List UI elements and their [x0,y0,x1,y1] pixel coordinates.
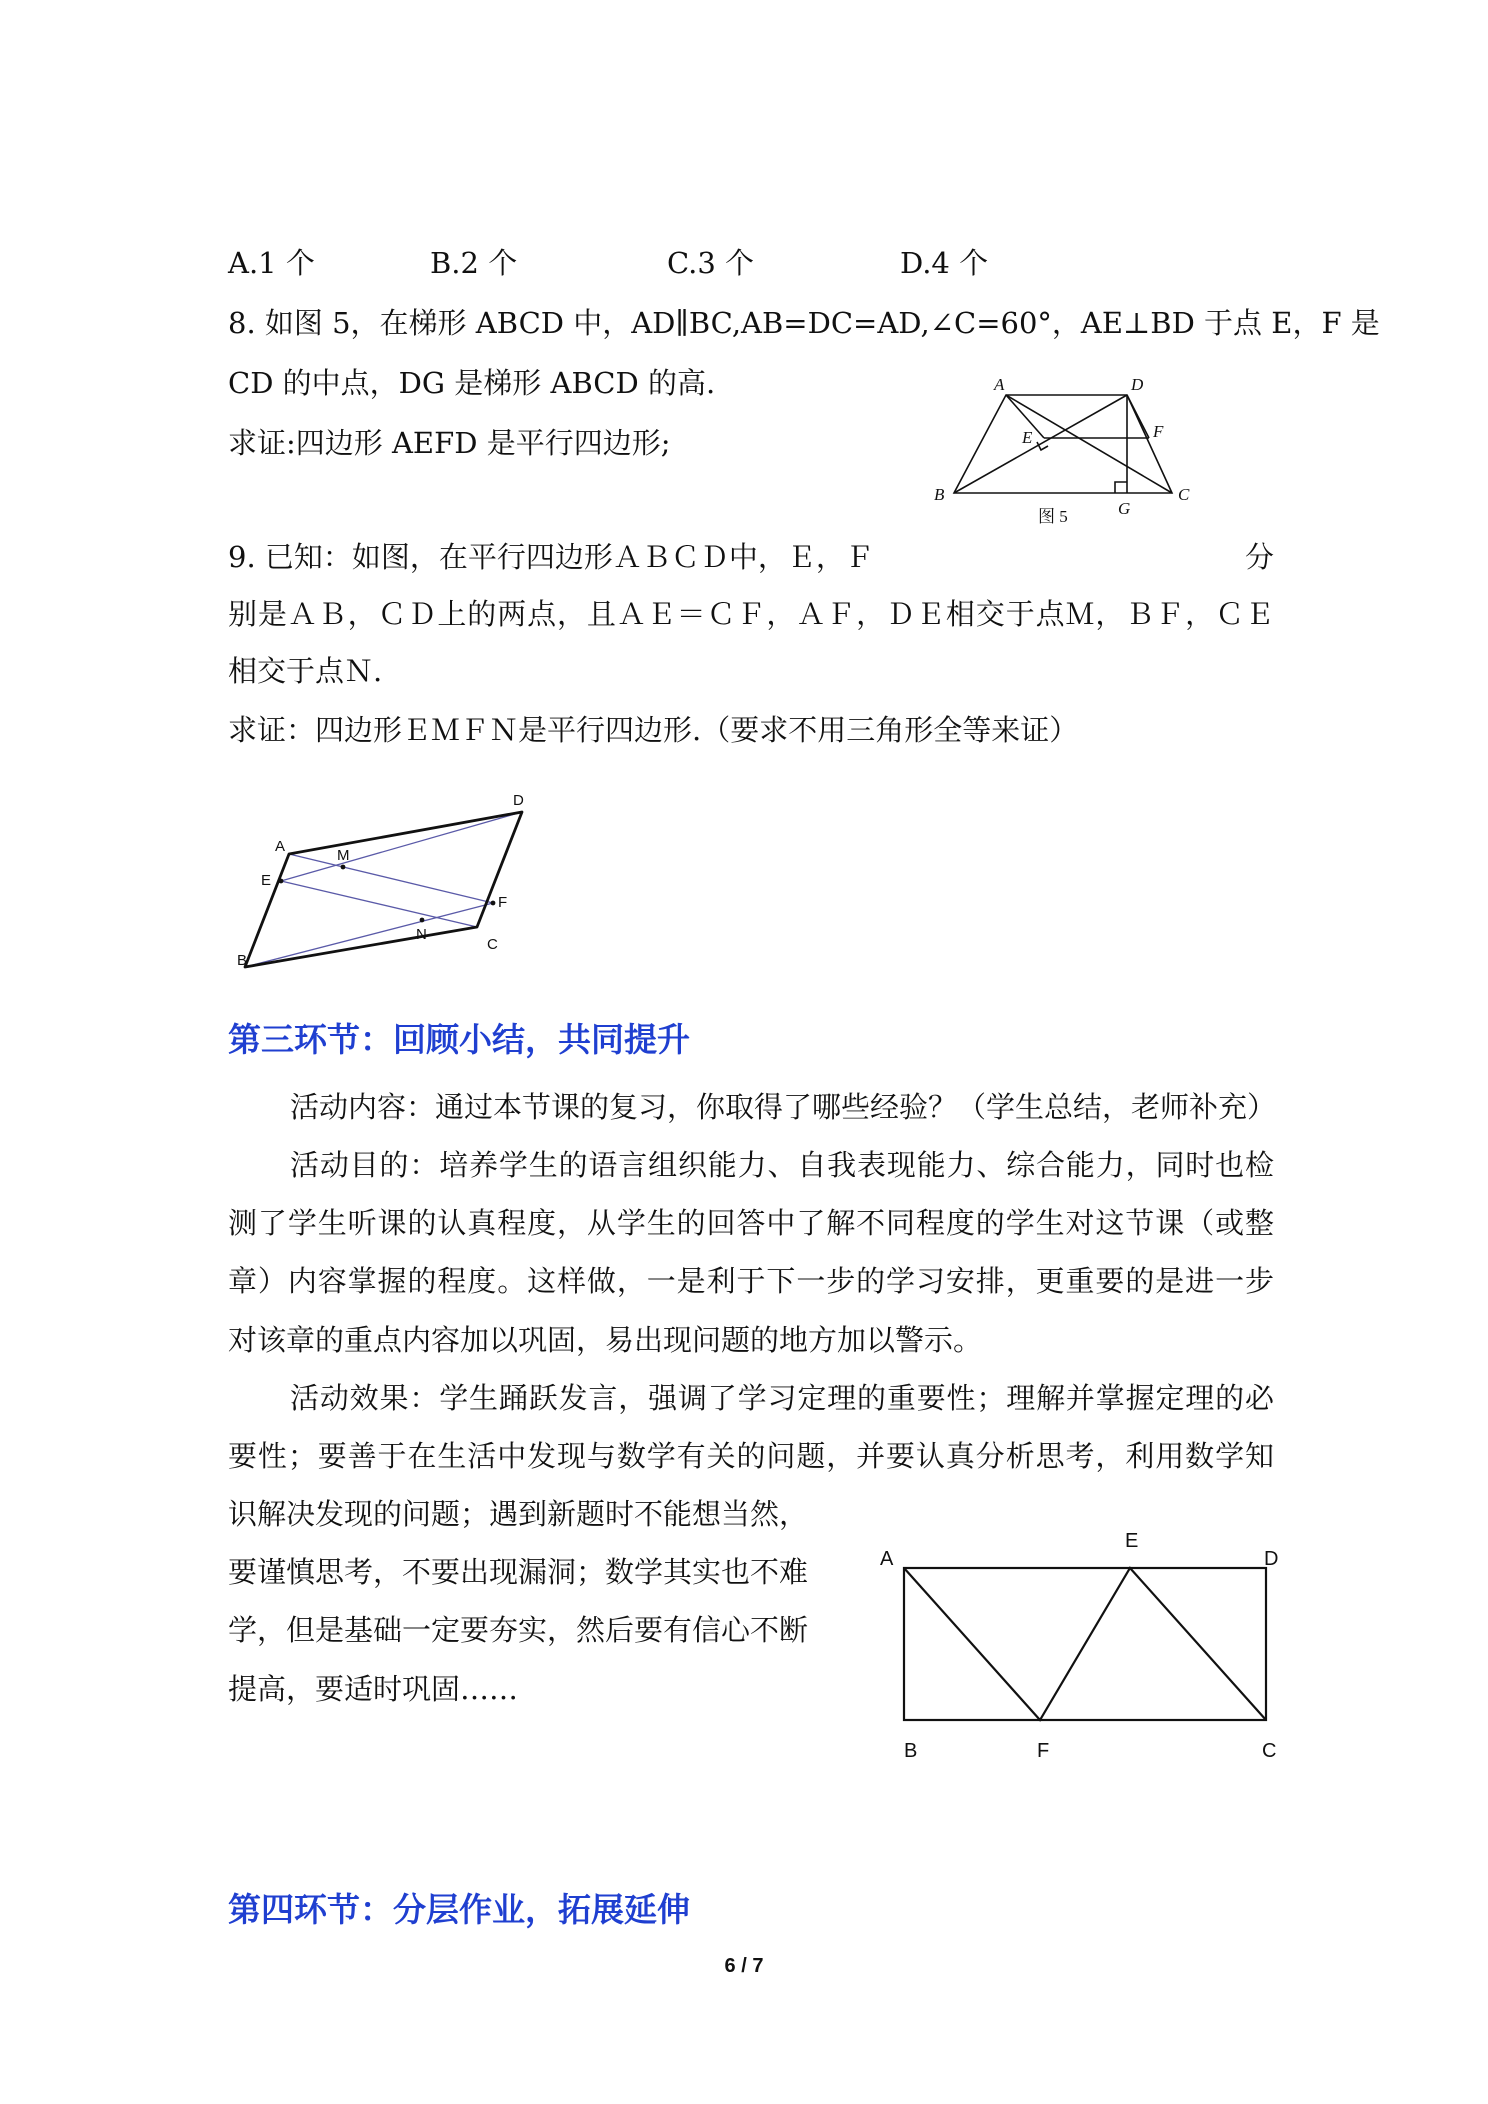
label-m: M [337,847,350,864]
label-b: B [934,485,945,504]
section3-purpose-line2: 测了学生听课的认真程度，从学生的回答中了解不同程度的学生对这节课（或整 [228,1206,1274,1240]
label-a: A [880,1548,894,1570]
section3-purpose-line1: 活动目的：培养学生的语言组织能力、自我表现能力、综合能力，同时也检 [290,1148,1274,1182]
figure5-trapezoid [920,370,1220,535]
label-e: E [1125,1530,1139,1552]
figure5-caption: 图 5 [1038,507,1068,526]
label-n: N [416,926,427,943]
q9-line2: 别是ＡＢ，ＣＤ上的两点，且ＡＥ＝ＣＦ，ＡＦ，ＤＥ相交于点Ｍ，ＢＦ，ＣＥ [228,597,1274,631]
label-c: C [1262,1740,1277,1762]
label-a: A [275,838,286,855]
trapezoid-abcd [954,395,1172,493]
label-f: F [498,894,508,911]
label-e: E [261,872,272,889]
zigzag-afed [904,1568,1266,1720]
section3-purpose-line3: 章）内容掌握的程度。这样做，一是利于下一步的学习安排，更重要的是进一步 [228,1264,1274,1298]
label-f: F [1153,422,1164,441]
q8-line1: 8. 如图 5，在梯形 ABCD 中，AD∥BC,AB=DC=AD,∠C=60°，AE⊥BD 于点 E，F 是 [228,306,1380,340]
label-f: F [1037,1740,1050,1762]
q7-option-b: B.2 个 [430,246,518,280]
q9-prove: 求证：四边形ＥＭＦＮ是平行四边形.（要求不用三角形全等来证） [228,713,1079,747]
section4-title: 第四环节：分层作业，拓展延伸 [228,1890,690,1929]
label-c: C [1178,485,1190,504]
section3-effect-line3: 识解决发现的问题；遇到新题时不能想当然， [228,1497,809,1531]
label-a: A [994,375,1005,394]
q9-line3: 相交于点Ｎ. [228,654,383,688]
rectangle-zigzag-figure [860,1520,1300,1770]
label-b: B [904,1740,918,1762]
section3-content: 活动内容：通过本节课的复习，你取得了哪些经验？（学生总结，老师补充） [290,1090,1277,1124]
q7-options [228,243,1028,283]
segment-af [289,854,493,903]
q7-option-c: C.3 个 [667,246,755,280]
segment-bf [245,903,493,967]
label-d: D [1264,1548,1279,1570]
right-angle-g [1115,482,1127,493]
label-g: G [1118,499,1131,518]
segment-ce [281,881,477,927]
q7-option-a: A.1 个 [228,246,315,280]
q9-line1 [228,537,1274,577]
q9-line1-end: 分 [1244,540,1274,574]
q9-line1-start: 9. 已知：如图，在平行四边形ＡＢＣＤ中，Ｅ，Ｆ [228,540,874,574]
label-e: E [1022,428,1033,447]
q8-prove: 求证:四边形 AEFD 是平行四边形; [228,426,671,460]
section3-effect-line4: 要谨慎思考，不要出现漏洞；数学其实也不难 [228,1555,809,1589]
segment-df [1127,395,1149,438]
q9-parallelogram-figure [225,782,545,972]
q8-line2: CD 的中点，DG 是梯形 ABCD 的高. [228,366,716,400]
page-number: 6 / 7 [724,1955,764,1977]
segment-de [281,812,522,881]
parallelogram-abcd [245,812,522,967]
section3-effect-line6: 提高，要适时巩固…… [228,1672,519,1706]
section3-effect-line1: 活动效果：学生踊跃发言，强调了学习定理的重要性；理解并掌握定理的必 [290,1381,1274,1415]
section3-title: 第三环节：回顾小结，共同提升 [228,1020,690,1059]
label-d: D [513,792,524,809]
label-c: C [487,936,498,953]
label-b: B [237,952,248,969]
section3-effect-line2: 要性；要善于在生活中发现与数学有关的问题，并要认真分析思考，利用数学知 [228,1439,1274,1473]
q7-option-d: D.4 个 [900,246,989,280]
section3-purpose-line4: 对该章的重点内容加以巩固，易出现问题的地方加以警示。 [228,1323,983,1357]
section3-effect-line5: 学，但是基础一定要夯实，然后要有信心不断 [228,1613,809,1647]
label-d: D [1131,375,1144,394]
